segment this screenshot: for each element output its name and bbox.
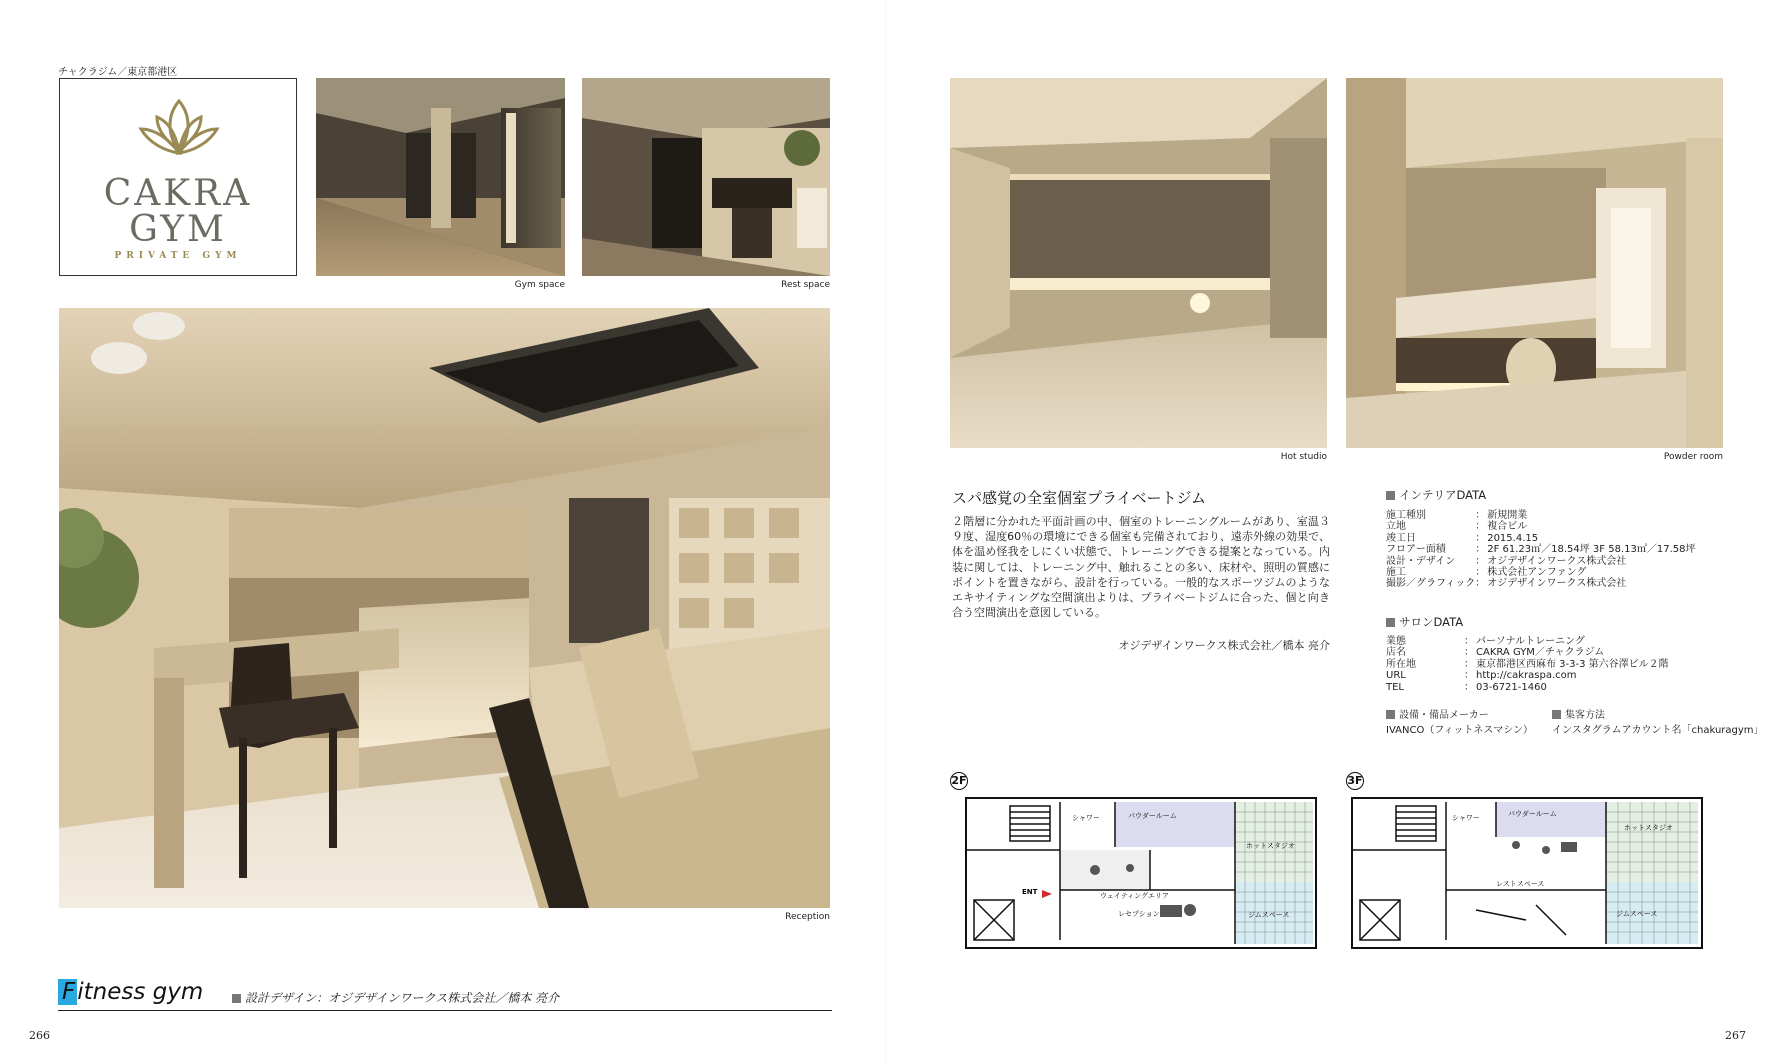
square-bullet-icon xyxy=(1386,710,1395,719)
article-body: ２階層に分かれた平面計画の中、個室のトレーニングルームがあり、室温３９度、湿度60％の環境にできる個室も完備されており、遠赤外線の効果で、体を温め怪我をしにくい状態で、トレーニングできる提案となっている。内装に関しては、トレーニング中、触れることの多い、床材や、照明の質感にポイントを置きながら、設計を行っている。一般的なスポーツジムのようなエキサイティングな空間演出よりは、プライベートジムに合った、個と向き合う空間演出を意図している。 xyxy=(952,515,1330,620)
plan-label: ウェイティングエリア xyxy=(1100,892,1169,900)
floor-plan-2f xyxy=(950,790,1328,960)
table-row: 竣工日 ： 2015.4.15 xyxy=(1386,532,1539,544)
plan-label: シャワー xyxy=(1452,814,1480,822)
hot-studio-caption: Hot studio xyxy=(1280,452,1327,462)
lotus-icon xyxy=(131,95,227,159)
logo-subtitle: PRIVATE GYM xyxy=(114,251,242,261)
plan-label: パウダールーム xyxy=(1508,810,1557,818)
rest-space-caption: Rest space xyxy=(781,280,830,290)
salon-data-table xyxy=(1386,636,1669,693)
plan-label: レセプション xyxy=(1118,910,1160,918)
design-credit xyxy=(232,989,559,1006)
plan-label: パウダールーム xyxy=(1128,812,1177,820)
promotion-value: インスタグラムアカウント名「chakuragym」 xyxy=(1552,725,1764,736)
spread-gutter xyxy=(885,0,887,1063)
rest-space-photo xyxy=(582,78,830,276)
powder-room-caption: Powder room xyxy=(1663,452,1723,462)
square-bullet-icon xyxy=(232,994,241,1003)
cakra-gym-logo xyxy=(59,78,297,276)
table-row: 設計・デザイン ： オジデザインワークス株式会社 xyxy=(1386,555,1627,567)
reception-photo xyxy=(59,308,830,908)
equipment-value: IVANCO（フィットネスマシン） xyxy=(1386,725,1533,736)
table-row: 施工種別 ： 新規開業 xyxy=(1386,510,1528,521)
interior-data-heading: インテリアDATA xyxy=(1386,487,1486,503)
gym-space-caption: Gym space xyxy=(514,280,565,290)
section-title xyxy=(58,979,203,1005)
plan-label: シャワー xyxy=(1072,814,1100,822)
table-row: 施工 ： 株式会社アンファング xyxy=(1386,567,1587,579)
plan-number-2f: 2F xyxy=(950,772,968,790)
floor-plan-3f xyxy=(1346,790,1724,960)
reception-caption: Reception xyxy=(785,912,830,922)
plan-label: ジムスペース xyxy=(1616,910,1658,918)
powder-room-photo xyxy=(1346,78,1723,448)
plan-label: ENT xyxy=(1022,888,1038,896)
page-number-left: 266 xyxy=(29,1029,50,1042)
section-title-rest: itness gym xyxy=(77,979,204,1005)
table-row: 撮影／グラフィック ： オジデザインワークス株式会社 xyxy=(1386,578,1627,590)
plan-number-3f: 3F xyxy=(1346,772,1364,790)
design-credit-text: 設計デザイン：オジデザインワークス株式会社／橋本 亮介 xyxy=(245,991,560,1005)
section-title-first-letter: F xyxy=(58,979,77,1005)
page-number-right: 267 xyxy=(1725,1029,1746,1042)
plan-label: ホットスタジオ xyxy=(1246,842,1295,850)
salon-data-heading: サロンDATA xyxy=(1386,614,1463,630)
table-row: フロアー面積 ： 2F 61.23㎡／18.54坪 3F 58.13㎡／17.58坪 xyxy=(1386,544,1696,556)
equipment-heading: 設備・備品メーカー xyxy=(1386,706,1489,721)
promotion-heading: 集客方法 xyxy=(1552,706,1605,721)
interior-data-table xyxy=(1386,510,1695,590)
plan-label: ジムスペース xyxy=(1248,911,1290,919)
square-bullet-icon xyxy=(1386,491,1395,500)
table-row: 業態 ： パーソナルトレーニング xyxy=(1386,636,1585,647)
plan-label: レストスペース xyxy=(1496,880,1545,888)
logo-line1: CAKRA xyxy=(103,173,253,214)
table-row: 店名 ： CAKRA GYM／チャクラジム xyxy=(1386,647,1605,659)
table-row: TEL ： 03-6721-1460 xyxy=(1386,681,1547,693)
table-row: 所在地 ： 東京都港区西麻布 3-3-3 第六谷澤ビル２階 xyxy=(1386,658,1669,670)
square-bullet-icon xyxy=(1552,710,1561,719)
plan-label: ホットスタジオ xyxy=(1624,824,1673,832)
hot-studio-photo xyxy=(950,78,1327,448)
footer-rule xyxy=(58,1010,832,1011)
logo-line2: GYM xyxy=(129,209,227,250)
square-bullet-icon xyxy=(1386,618,1395,627)
breadcrumb: チャクラジム／東京都港区 xyxy=(58,67,178,78)
gym-space-photo xyxy=(316,78,565,276)
table-row: 立地 ： 複合ビル xyxy=(1386,521,1528,533)
article-author: オジデザインワークス株式会社／橋本 亮介 xyxy=(1118,639,1330,652)
article-title: スパ感覚の全室個室プライベートジム xyxy=(952,489,1206,507)
table-row: URL ： http://cakraspa.com xyxy=(1386,670,1577,682)
